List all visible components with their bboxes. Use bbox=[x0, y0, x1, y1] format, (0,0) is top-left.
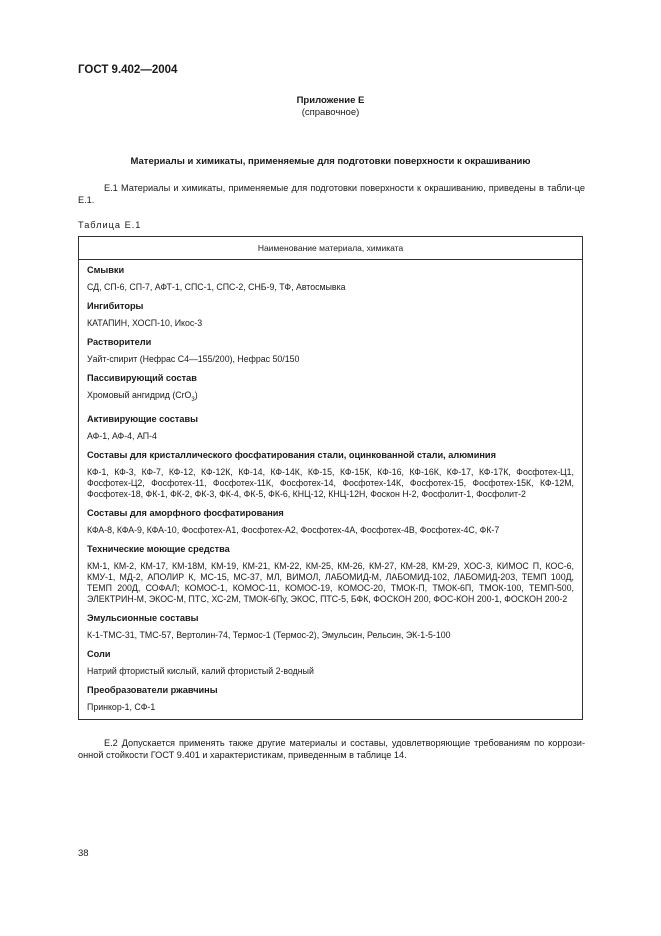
group-items-text: КМ-1, КМ-2, КМ-17, КМ-18М, КМ-19, КМ-21, КМ-22, КМ-25, КМ-26, КМ-27, КМ-28, КМ-29, ХОС-3, КИМОС П, КОС-6, КМУ-1, МД-2, АПОЛИР К, МС-15, МС-37, МЛ, ВИМОЛ, ЛАБОМИД-М, ЛАБОМИД-102, ЛАБОМИД-203, ТЕМП 100Д, ТЕМП 200Д, СОФАЛ; КОМОС-1, КОМОС-11, КОМОС-19, КОМОС-20, ТМОК-П, ТМОК-6П, ТМОК-100, ТЕМП-500, ЭЛЕКТРИН-М, ЭКОС-М, ПТС, ХС-2М, ТМОК-6Пу, ЭКОС, ПТС-5, БФК, ФОСКОН 200, ФОС-КОН 200-1, ФОСКОН 200-2 bbox=[87, 560, 574, 604]
table-label: Таблица Е.1 bbox=[78, 220, 142, 230]
group-items bbox=[87, 282, 574, 293]
group-items bbox=[87, 431, 574, 442]
group-items bbox=[87, 561, 574, 605]
group-items-text: КАТАПИН, ХОСП-10, Икос-3 bbox=[87, 318, 203, 328]
group-items-text: Натрий фтористый кислый, калий фтористый 2-водный bbox=[87, 665, 314, 676]
group-heading: Активирующие составы bbox=[87, 413, 198, 424]
group-heading: Смывки bbox=[87, 265, 125, 275]
page-number: 38 bbox=[78, 848, 89, 859]
section-title: Материалы и химикаты, применяемые для подготовки поверхности к окрашиванию bbox=[130, 156, 531, 167]
formula-subscript: 3 bbox=[191, 396, 195, 403]
document-code: ГОСТ 9.402—2004 bbox=[78, 64, 178, 76]
group-items bbox=[87, 630, 574, 641]
group-items bbox=[87, 318, 574, 329]
group-items-text: Хромовый ангидрид (CrO bbox=[87, 390, 192, 400]
group-items bbox=[87, 702, 574, 713]
group-items-text: Уайт-спирит (Нефрас С4—155/200), Нефрас 50/150 bbox=[87, 354, 300, 364]
group-heading: Ингибиторы bbox=[87, 301, 144, 311]
appendix-subtitle: (справочное) bbox=[301, 107, 360, 118]
paragraph-e1-text: Е.1 Материалы и химикаты, применяемые для подготовки поверхности к окрашиванию, приведены в табли-це Е.1. bbox=[78, 183, 585, 205]
group-heading: Составы для аморфного фосфатирования bbox=[87, 507, 284, 518]
group-items-text: К-1-ТМС-31, ТМС-57, Вертолин-74, Термос-1 (Термос-2), Эмульсин, Рельсин, ЭК-1-5-100 bbox=[87, 629, 451, 640]
group-items bbox=[87, 354, 574, 365]
group-items-text: СД, СП-6, СП-7, АФТ-1, СПС-1, СПС-2, СНБ-9, ТФ, Автосмывка bbox=[87, 282, 346, 292]
paragraph-e2 bbox=[78, 737, 585, 761]
group-heading: Пассивирующий состав bbox=[87, 373, 197, 383]
group-heading: Технические моющие средства bbox=[87, 543, 230, 554]
group-heading: Растворители bbox=[87, 337, 152, 347]
appendix-title: Приложение Е bbox=[296, 95, 365, 106]
group-items-text: АФ-1, АФ-4, АП-4 bbox=[87, 430, 157, 441]
appendix-heading bbox=[0, 95, 661, 119]
group-heading: Соли bbox=[87, 648, 111, 659]
group-items-text: Принкор-1, СФ-1 bbox=[87, 701, 156, 712]
group-items-text-after: ) bbox=[194, 390, 198, 400]
group-items bbox=[87, 390, 574, 406]
group-items-text: КФА-8, КФА-9, КФА-10, Фосфотех-А1, Фосфотех-А2, Фосфотех-4А, Фосфотех-4В, Фосфотех-4С, ФК-7 bbox=[87, 524, 500, 535]
group-items bbox=[87, 525, 574, 536]
group-items bbox=[87, 467, 574, 500]
table-body bbox=[79, 260, 582, 713]
materials-table bbox=[78, 236, 583, 720]
group-heading: Преобразователи ржавчины bbox=[87, 684, 218, 695]
group-items-text: КФ-1, КФ-3, КФ-7, КФ-12, КФ-12К, КФ-14, КФ-14К, КФ-15, КФ-15К, КФ-16, КФ-16К, КФ-17, КФ-17К, Фосфотех-Ц1, Фосфотех-Ц2, Фосфотех-11, Фосфотех-11К, Фосфотех-14, Фосфотех-14К, Фосфотех-15, Фосфотех-15К, КФ-12М, Фосфотех-18, ФК-1, ФК-2, ФК-3, ФК-4, ФК-5, ФК-6, КНЦ-12, КНЦ-12Н, Фоскон Н-2, Фосфолит-1, Фосфолит-2 bbox=[87, 466, 574, 499]
table-header: Наименование материала, химиката bbox=[79, 237, 582, 260]
group-heading: Составы для кристаллического фосфатирования стали, оцинкованной стали, алюминия bbox=[87, 449, 496, 460]
group-items bbox=[87, 666, 574, 677]
group-heading: Эмульсионные составы bbox=[87, 612, 199, 623]
paragraph-e1 bbox=[78, 182, 585, 206]
paragraph-e2-text: Е.2 Допускается применять также другие материалы и составы, удовлетворяющие требованиям по коррози-онной стойкости ГОСТ 9.401 и характеристикам, приведенным в таблице 14. bbox=[78, 738, 585, 760]
